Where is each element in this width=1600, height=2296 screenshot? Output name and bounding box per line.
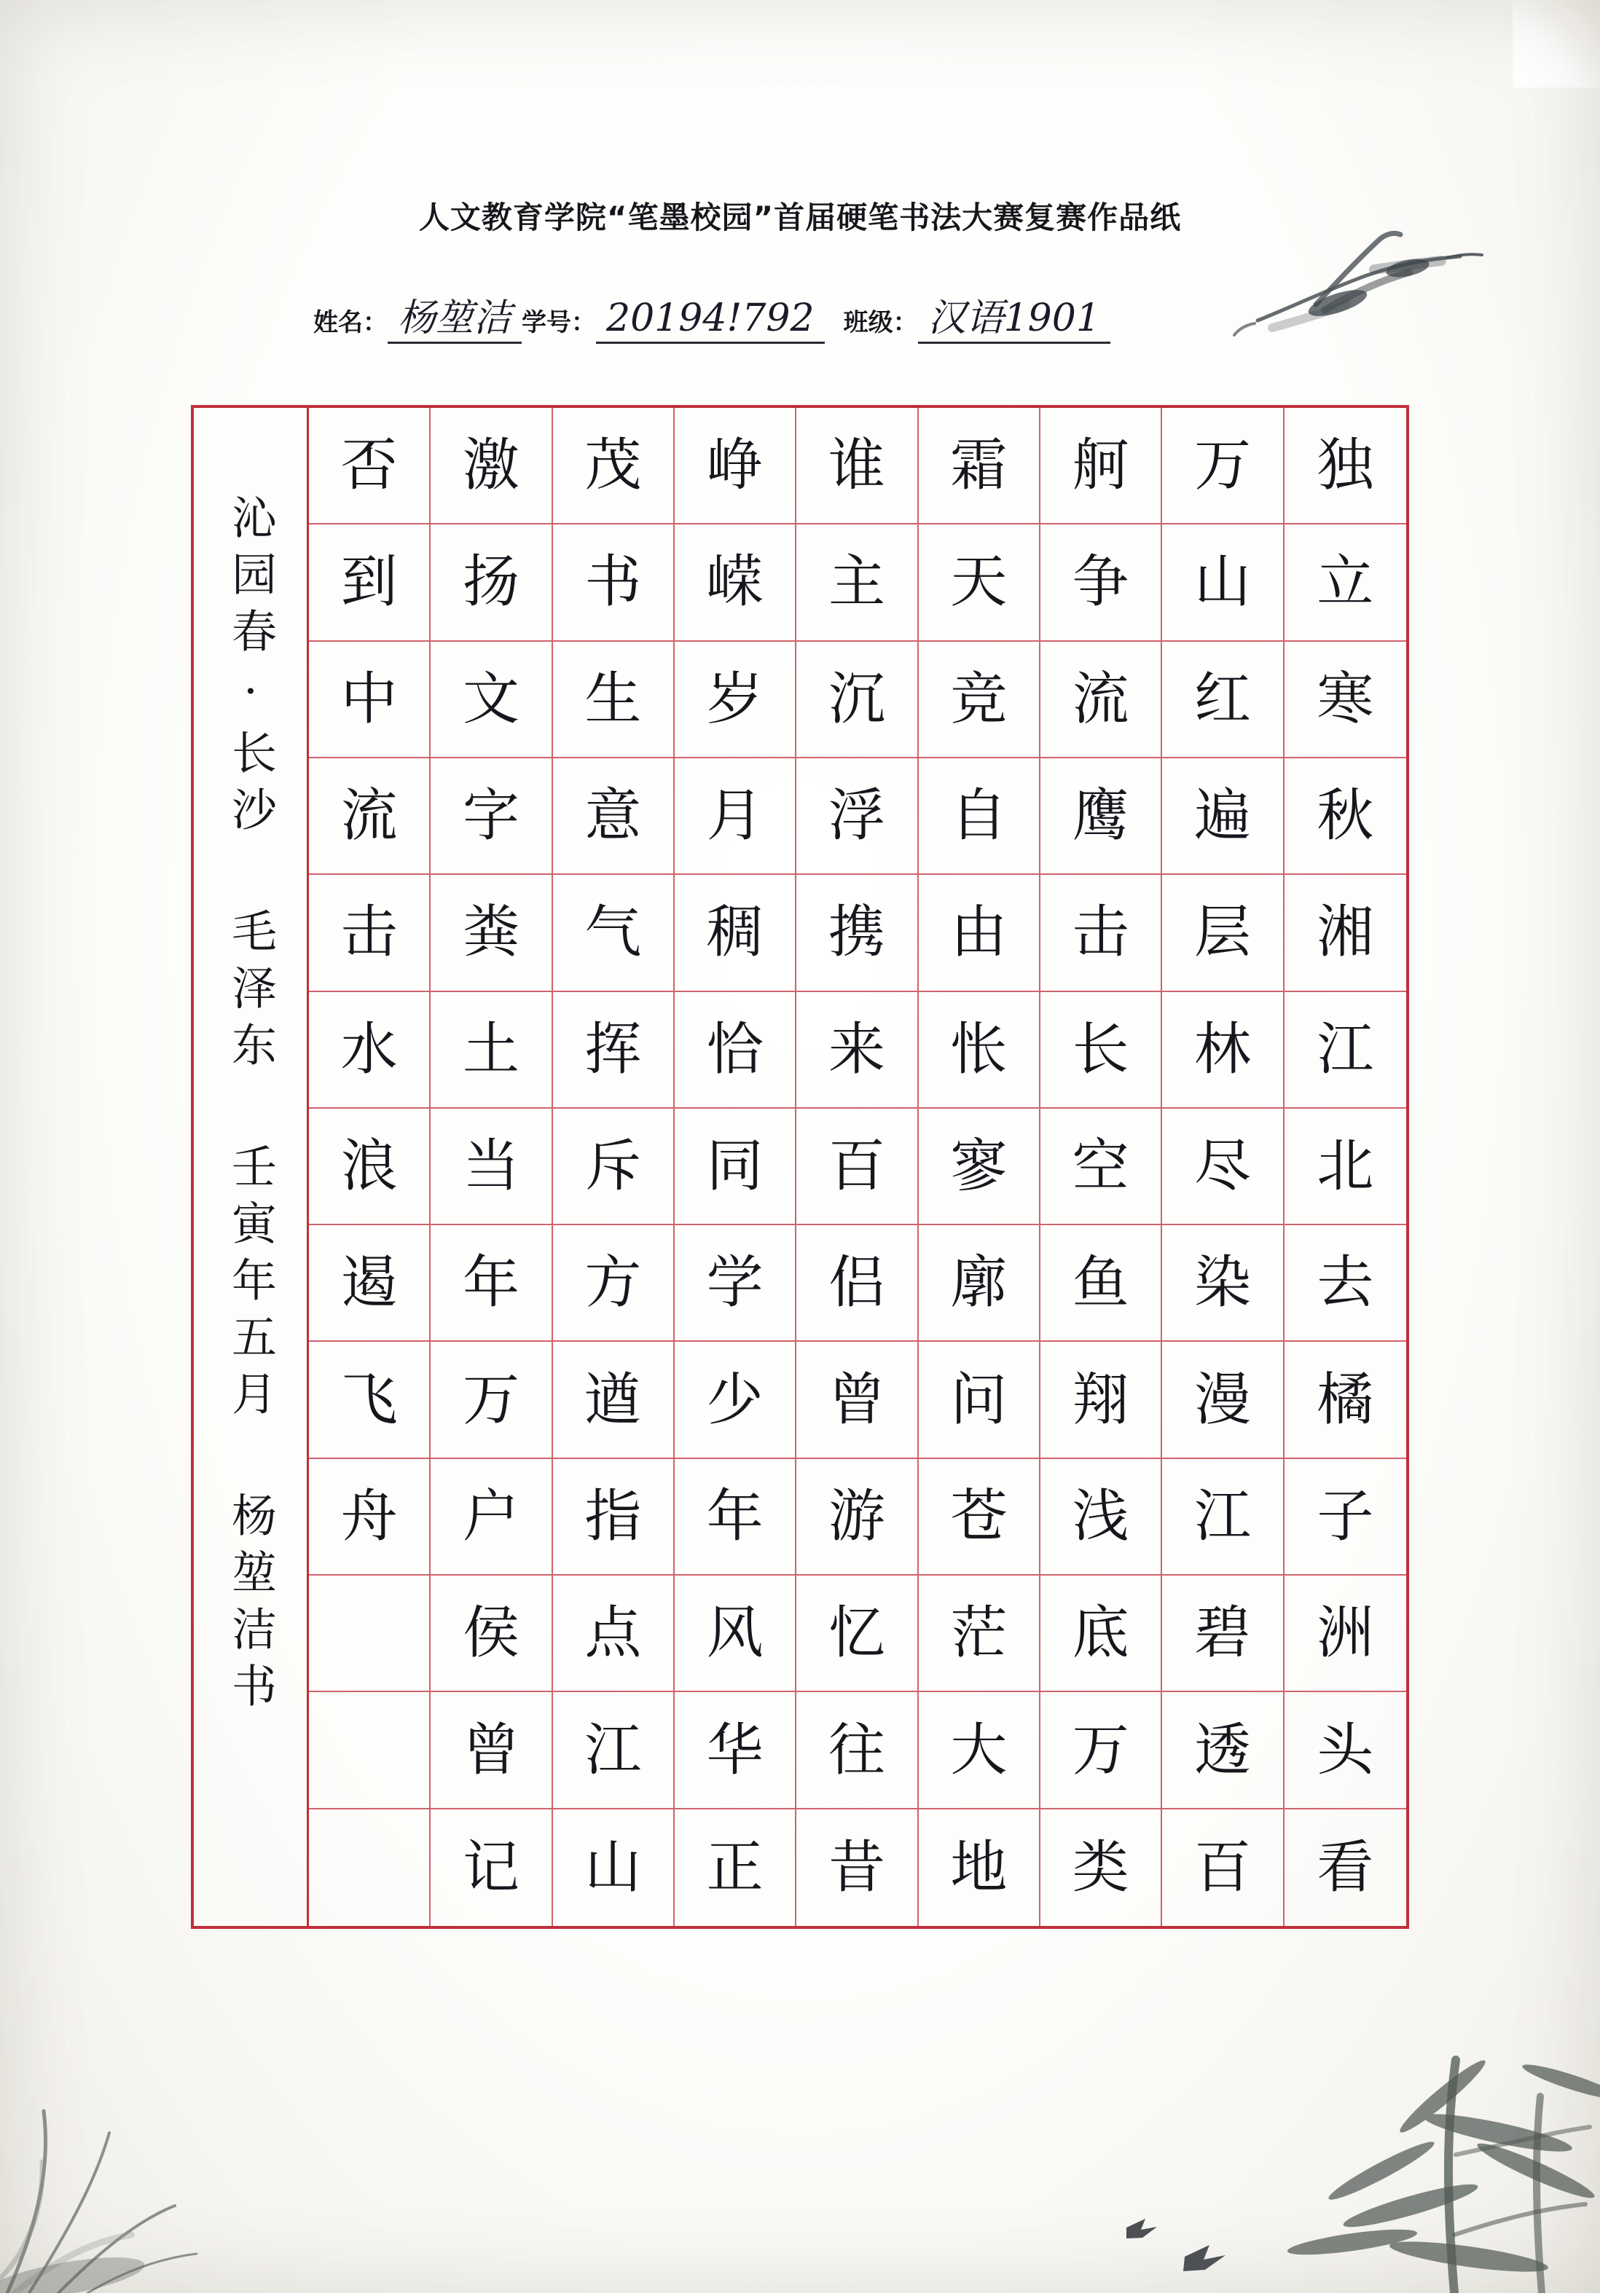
grid-cell-character: 林: [1162, 992, 1284, 1109]
grid-cell-character: 空: [1040, 1109, 1162, 1225]
grid-cell-character: 少: [675, 1342, 796, 1458]
grid-cell-character: 携: [796, 875, 918, 991]
grid-cell-character: 碧: [1162, 1576, 1284, 1692]
grid-cell-character: 万: [431, 1342, 552, 1458]
grid-cell-character: 洲: [1285, 1576, 1406, 1692]
grid-cell-character: 中: [309, 642, 431, 758]
grid-cell-character: 流: [1040, 642, 1162, 758]
grid-cell-character: 往: [796, 1692, 918, 1809]
grid-cell-character: 头: [1285, 1692, 1406, 1809]
grid-cell-character: 同: [675, 1109, 796, 1225]
grid-cell-character: 遍: [1162, 758, 1284, 875]
grid-cell-character: 字: [431, 758, 552, 875]
student-info-row: [313, 278, 1333, 344]
grid-cell-character: 山: [1162, 524, 1284, 641]
grid-cell-character: 飞: [309, 1342, 431, 1458]
grid-cell-character: 文: [431, 642, 552, 758]
grid-cell-character: 否: [309, 408, 431, 524]
grid-cell-character: 点: [553, 1576, 675, 1692]
grid-cell-character: 尽: [1162, 1109, 1284, 1225]
grid-cell-character: 寒: [1285, 642, 1406, 758]
grid-cell-character: 争: [1040, 524, 1162, 641]
grid-cell-character: 江: [553, 1692, 675, 1809]
grid-cell-character: 寥: [919, 1109, 1040, 1225]
grid-cell-character: 游: [796, 1459, 918, 1576]
grid-cell-character: 长: [1040, 992, 1162, 1109]
grid-cell-character: 峥: [675, 408, 796, 524]
name-value: 杨堃洁: [388, 299, 522, 344]
grid-cell-character: 天: [919, 524, 1040, 641]
student-id-value: 20194!792: [596, 299, 825, 344]
grid-cell-character: 北: [1285, 1109, 1406, 1225]
grid-cell-character: 江: [1285, 992, 1406, 1109]
side-title-column: [194, 408, 309, 1926]
grid-cell-character: 户: [431, 1459, 552, 1576]
grid-cell-character: 水: [309, 992, 431, 1109]
grid-cell-character: 学: [675, 1225, 796, 1342]
grid-cell-character: 书: [553, 524, 675, 641]
grid-cell-character: 去: [1285, 1225, 1406, 1342]
grid-cell-character: 看: [1317, 1834, 1374, 1900]
grid-cell-character: 立: [1285, 524, 1406, 641]
grid-cell-empty: [309, 1576, 431, 1692]
grid-cell-character: 流: [309, 758, 431, 875]
grid-cell-character: 地: [919, 1809, 1040, 1926]
grid-cell-character: 气: [553, 875, 675, 991]
grid-cell-character: 指: [553, 1459, 675, 1576]
grid-cell-character: 粪: [431, 875, 552, 991]
grid-cell-character: 扬: [431, 524, 552, 641]
grid-cell-character: 年: [675, 1459, 796, 1576]
grid-cell-character: 底: [1040, 1576, 1162, 1692]
grid-cell-character: 意: [553, 758, 675, 875]
grid-cell-character: 问: [919, 1342, 1040, 1458]
grid-cell-character: 山: [553, 1809, 675, 1926]
grid-cell-character: 百: [796, 1109, 918, 1225]
grid-cell-character: 记: [431, 1809, 552, 1926]
grid-cell-character: 恰: [675, 992, 796, 1109]
calligraphy-grid: [191, 405, 1409, 1929]
grid-cell-character: 方: [553, 1225, 675, 1342]
grid-cell-character: 土: [431, 992, 552, 1109]
grid-cell-character: 侯: [431, 1576, 552, 1692]
grid-cell-character: 曾: [431, 1692, 552, 1809]
grid-cell-character: 遏: [309, 1225, 431, 1342]
grid-cell-character: 霜: [919, 408, 1040, 524]
grid-cell-empty: [309, 1809, 431, 1926]
grid-cell-character: 激: [431, 408, 552, 524]
grid-cell-character: 湘: [1285, 875, 1406, 991]
grid-cell-character: 茂: [553, 408, 675, 524]
grid-cell-character: 击: [1040, 875, 1162, 991]
grid-cell-character: 大: [919, 1692, 1040, 1809]
grid-cell-character: 竞: [919, 642, 1040, 758]
grid-cell-character: 苍: [919, 1459, 1040, 1576]
grid-cell-character: 遒: [553, 1342, 675, 1458]
grid-cell-character: 漫: [1162, 1342, 1284, 1458]
grid-cell-character: 击: [309, 875, 431, 991]
grid-cell-character: 翔: [1040, 1342, 1162, 1458]
grid-cell-character: 华: [675, 1692, 796, 1809]
grid-cell-character: 廓: [919, 1225, 1040, 1342]
grid-cell-character: 自: [919, 758, 1040, 875]
grid-cell-character: 浅: [1040, 1459, 1162, 1576]
grid-cell-character: 来: [796, 992, 918, 1109]
grid-cell-character: 透: [1162, 1692, 1284, 1809]
class-value: 汉语1901: [918, 299, 1110, 344]
grid-cell-character: 岁: [675, 642, 796, 758]
grid-cell-character: 沉: [796, 642, 918, 758]
grid-cell-character: 鱼: [1040, 1225, 1162, 1342]
grid-cell-character: 挥: [553, 992, 675, 1109]
grid-cell-character: 到: [309, 524, 431, 641]
page-title: 人文教育学院“笔墨校园”首届硬笔书法大赛复赛作品纸: [418, 200, 1182, 236]
grid-cell-character: 由: [919, 875, 1040, 991]
class-label: 班级：: [843, 308, 918, 337]
grid-cell-character: 舸: [1040, 408, 1162, 524]
grid-cell-character: 月: [675, 758, 796, 875]
grid-cells: [194, 408, 1406, 1926]
grid-cell-character: 独: [1285, 408, 1406, 524]
grid-cell-character: 鹰: [1040, 758, 1162, 875]
grid-cell-character: 万: [1162, 408, 1284, 524]
grid-cell-character: 主: [796, 524, 918, 641]
grid-cell-character: 万: [1040, 1692, 1162, 1809]
grid-cell-character: 年: [431, 1225, 552, 1342]
grid-cell-character: 嵘: [675, 524, 796, 641]
grid-cell-character: 忆: [796, 1576, 918, 1692]
grid-cell-character: 子: [1285, 1459, 1406, 1576]
grid-cell-character: 百: [1162, 1809, 1284, 1926]
grid-cell-character: 曾: [796, 1342, 918, 1458]
grid-cell-character: 红: [1162, 642, 1284, 758]
grid-cell-character: 侣: [796, 1225, 918, 1342]
grid-cell-character: 浪: [309, 1109, 431, 1225]
grid-cell-character: 江: [1162, 1459, 1284, 1576]
grid-cell-character: 舟: [309, 1459, 431, 1576]
grid-cell-empty: [309, 1692, 431, 1809]
grid-cell-character: 浮: [796, 758, 918, 875]
grid-cell-character: 生: [553, 642, 675, 758]
grid-cell-character: 怅: [919, 992, 1040, 1109]
grid-cell-character: 稠: [675, 875, 796, 991]
grid-cell-character: 当: [431, 1109, 552, 1225]
grid-cell-character: 茫: [919, 1576, 1040, 1692]
grid-cell-character: 秋: [1285, 758, 1406, 875]
grid-cell-character: 谁: [796, 408, 918, 524]
name-label: 姓名：: [313, 308, 388, 337]
grid-cell-character: 斥: [553, 1109, 675, 1225]
student-id-label: 学号：: [522, 308, 597, 337]
grid-cell-character: 正: [675, 1809, 796, 1926]
grid-cell-character: 类: [1040, 1809, 1162, 1926]
grid-cell-character: 橘: [1285, 1342, 1406, 1458]
grid-cell-character: 昔: [796, 1809, 918, 1926]
grid-cell-character: 染: [1162, 1225, 1284, 1342]
grid-cell-character: 风: [675, 1576, 796, 1692]
side-title-text: 沁园春·长沙 毛泽东 壬寅年五月 杨堃洁书: [224, 494, 278, 1719]
grid-cell-character: 层: [1162, 875, 1284, 991]
